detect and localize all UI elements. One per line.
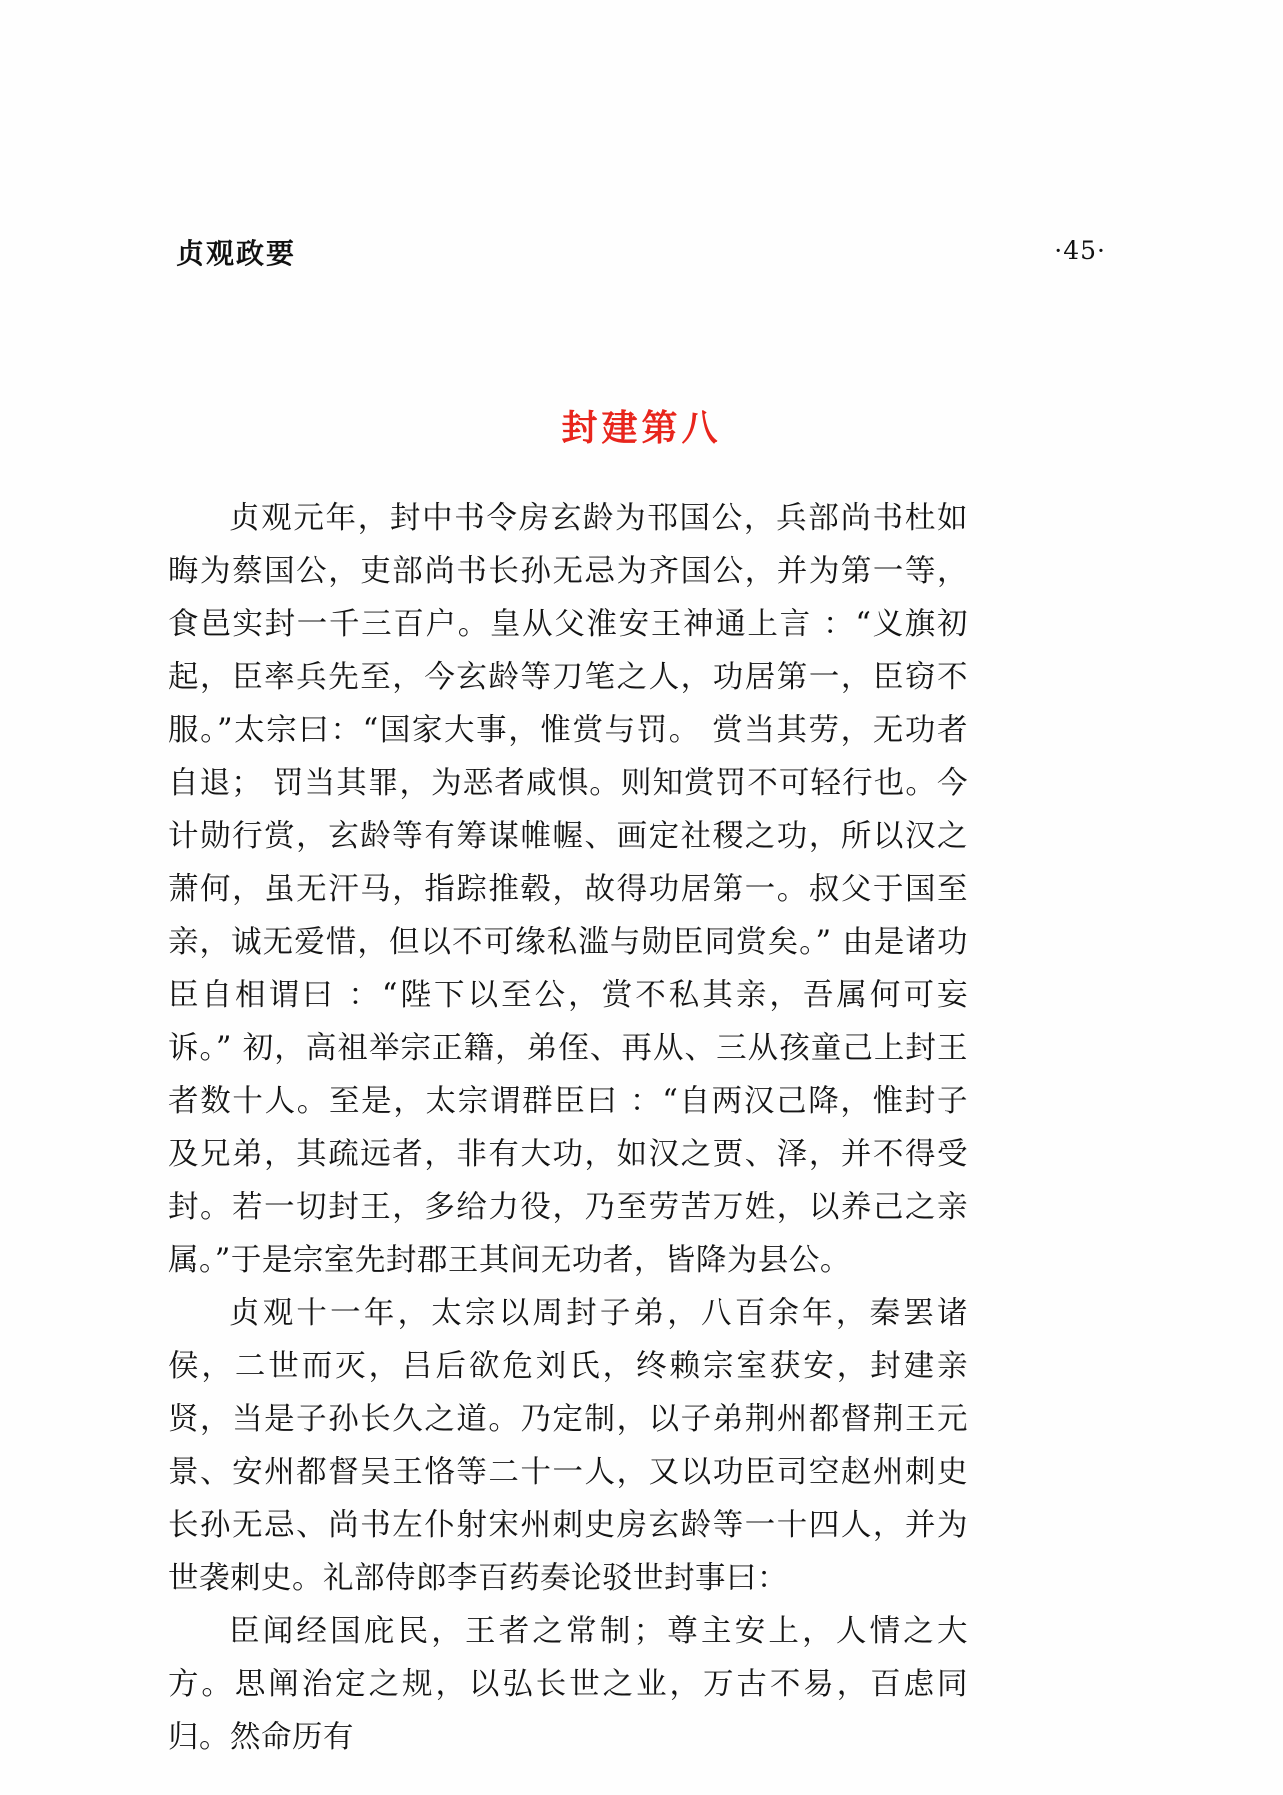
page-number: ·45· <box>1054 236 1106 265</box>
body-text <box>168 492 968 1764</box>
page-header <box>176 232 1106 278</box>
paragraph: 贞观元年，封中书令房玄龄为邗国公，兵部尚书杜如晦为蔡国公，吏部尚书长孙无忌为齐国公，并为第一等，食邑实封一千三百户。皇从父淮安王神通上言 ：“义旗初起，臣率兵先至，今玄龄等刀笔之人，功居第一，臣窃不服。”太宗曰：“国家大事，惟赏与罚。 赏当其劳，无功者自退； 罚当其罪，为恶者咸惧。则知赏罚不可轻行也。今计勋行赏，玄龄等有筹谋帷幄、画定社稷之功，所以汉之萧何，虽无汗马，指踪推毂，故得功居第一。叔父于国至亲，诚无爱惜，但以不可缘私滥与勋臣同赏矣。” 由是诸功臣自相谓曰 ：“陛下以至公，赏不私其亲，吾属何可妄诉。” 初，高祖举宗正籍，弟侄、再从、三从孩童己上封王者数十人。至是，太宗谓群臣曰 ：“自两汉己降，惟封子及兄弟，其疏远者，非有大功，如汉之贾、泽，并不得受封。若一切封王，多给力役，乃至劳苦万姓，以养己之亲属。”于是宗室先封郡王其间无功者，皆降为县公。 <box>168 501 968 1278</box>
paragraph: 贞观十一年，太宗以周封子弟，八百余年，秦罢诸侯，二世而灭，吕后欲危刘氏，终赖宗室获安，封建亲贤，当是子孙长久之道。乃定制，以子弟荆州都督荆王元景、安州都督吴王恪等二十一人，又以功臣司空赵州刺史长孙无忌、尚书左仆射宋州刺史房玄龄等一十四人，并为世袭刺史。礼部侍郎李百药奏论驳世封事曰： <box>168 1296 968 1596</box>
book-title: 贞观政要 <box>176 237 297 270</box>
chapter-title: 封建第八 <box>561 408 722 449</box>
paragraph: 臣闻经国庇民，王者之常制；尊主安上，人情之大方。思阐治定之规，以弘长世之业，万古不易，百虑同归。然命历有 <box>168 1614 968 1755</box>
